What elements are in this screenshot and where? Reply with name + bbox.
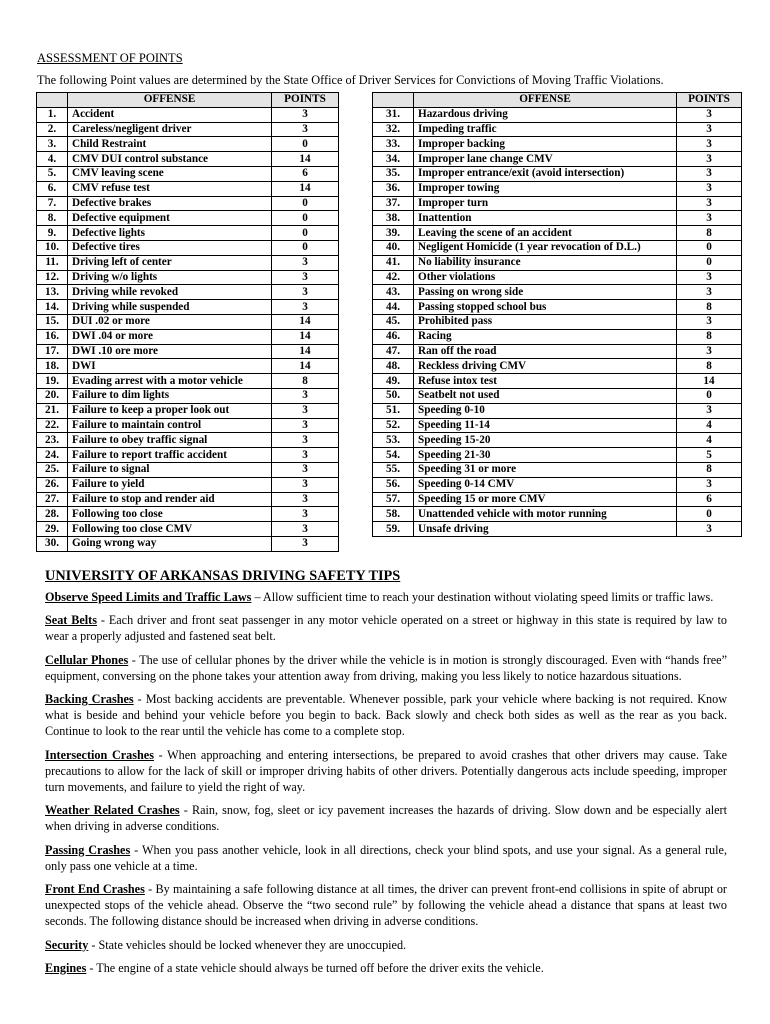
points-value: 3 xyxy=(272,536,339,551)
points-value: 3 xyxy=(677,211,742,226)
points-header: POINTS xyxy=(272,93,339,108)
row-number: 14. xyxy=(37,300,68,315)
table-row xyxy=(37,388,339,403)
table-row xyxy=(373,196,742,211)
table-row xyxy=(37,314,339,329)
row-number: 42. xyxy=(373,270,414,285)
table-row xyxy=(37,107,339,122)
table-row xyxy=(37,522,339,537)
row-number: 15. xyxy=(37,314,68,329)
table-row xyxy=(373,137,742,152)
table-row xyxy=(373,388,742,403)
row-number: 25. xyxy=(37,462,68,477)
table-row xyxy=(373,522,742,537)
tip-title: Engines xyxy=(45,960,87,975)
points-table-left xyxy=(36,92,339,552)
points-value: 8 xyxy=(677,300,742,315)
offense-name: CMV DUI control substance xyxy=(68,152,272,167)
offense-name: Improper backing xyxy=(414,137,677,152)
row-number: 39. xyxy=(373,226,414,241)
table-row xyxy=(373,240,742,255)
points-value: 8 xyxy=(677,359,742,374)
tip-text: By maintaining a safe following distance at all times, the driver can prevent front-end collisions in spite of abrupt or unexpected stops of the vehicle ahead. Observe the “two second rule” by following the vehicle ahead a distance that spans at least two seconds. The following distance should be increased when driving in adverse conditions. xyxy=(45,882,727,929)
points-value: 3 xyxy=(272,270,339,285)
row-number: 40. xyxy=(373,240,414,255)
table-row xyxy=(37,300,339,315)
offense-name: Seatbelt not used xyxy=(414,388,677,403)
table-row xyxy=(37,359,339,374)
intro-text: The following Point values are determined by the State Office of Driver Services for Convictions of Moving Traffic Violations. xyxy=(37,73,664,87)
tip-separator: - xyxy=(130,842,142,857)
tip-title: Observe Speed Limits and Traffic Laws xyxy=(45,590,252,604)
offense-name: Passing on wrong side xyxy=(414,285,677,300)
row-number: 43. xyxy=(373,285,414,300)
table-row xyxy=(37,536,339,551)
points-value: 3 xyxy=(272,418,339,433)
tip-paragraph xyxy=(45,747,727,796)
table-row xyxy=(37,122,339,137)
table-row xyxy=(37,137,339,152)
row-number: 22. xyxy=(37,418,68,433)
points-value: 3 xyxy=(272,507,339,522)
offense-name: Driving w/o lights xyxy=(68,270,272,285)
table-row xyxy=(373,166,742,181)
offense-name: Hazardous driving xyxy=(414,107,677,122)
points-value: 0 xyxy=(677,240,742,255)
offense-name: Racing xyxy=(414,329,677,344)
tip-paragraph xyxy=(45,960,727,976)
table-row xyxy=(373,433,742,448)
offense-name: DUI .02 or more xyxy=(68,314,272,329)
points-value: 3 xyxy=(677,137,742,152)
row-number: 33. xyxy=(373,137,414,152)
tip-separator: – xyxy=(251,590,263,604)
points-value: 14 xyxy=(272,152,339,167)
table-row xyxy=(373,107,742,122)
tip-text: When you pass another vehicle, look in all directions, check your blind spots, and use your signal. As a general rule, only pass one vehicle at a time. xyxy=(45,842,727,873)
tip-title: Intersection Crashes xyxy=(45,747,154,762)
table-row xyxy=(37,462,339,477)
points-value: 8 xyxy=(677,226,742,241)
points-table-right xyxy=(372,92,742,537)
row-number: 1. xyxy=(37,107,68,122)
points-value: 3 xyxy=(677,477,742,492)
table-row xyxy=(37,211,339,226)
offense-name: Speeding 21-30 xyxy=(414,448,677,463)
table-row xyxy=(373,285,742,300)
row-number: 32. xyxy=(373,122,414,137)
tip-paragraph xyxy=(45,802,727,834)
points-value: 3 xyxy=(272,285,339,300)
table-row xyxy=(37,329,339,344)
table-row xyxy=(37,285,339,300)
row-number: 30. xyxy=(37,536,68,551)
tip-paragraph xyxy=(45,881,727,930)
row-number: 2. xyxy=(37,122,68,137)
row-number: 10. xyxy=(37,240,68,255)
number-header xyxy=(37,93,68,108)
row-number: 7. xyxy=(37,196,68,211)
row-number: 13. xyxy=(37,285,68,300)
row-number: 18. xyxy=(37,359,68,374)
offense-name: CMV leaving scene xyxy=(68,166,272,181)
table-row xyxy=(37,255,339,270)
table-row xyxy=(373,507,742,522)
points-value: 0 xyxy=(272,211,339,226)
points-value: 0 xyxy=(272,240,339,255)
table-row xyxy=(373,492,742,507)
number-header xyxy=(373,93,414,108)
points-value: 0 xyxy=(677,388,742,403)
offense-name: Failure to dim lights xyxy=(68,388,272,403)
tip-text: The engine of a state vehicle should always be turned off before the driver exits the vehicle. xyxy=(96,960,544,975)
table-row xyxy=(373,152,742,167)
table-row xyxy=(37,374,339,389)
points-value: 0 xyxy=(272,196,339,211)
table-row xyxy=(373,226,742,241)
tip-separator: - xyxy=(179,803,192,818)
table-row xyxy=(373,181,742,196)
offense-name: Driving while suspended xyxy=(68,300,272,315)
table-row xyxy=(373,314,742,329)
tip-text: State vehicles should be locked whenever they are unoccupied. xyxy=(98,937,407,952)
points-value: 8 xyxy=(272,374,339,389)
offense-name: Improper entrance/exit (avoid intersection) xyxy=(414,166,677,181)
row-number: 41. xyxy=(373,255,414,270)
offense-name: Passing stopped school bus xyxy=(414,300,677,315)
offense-name: Evading arrest with a motor vehicle xyxy=(68,374,272,389)
offense-name: Defective tires xyxy=(68,240,272,255)
table-row xyxy=(37,166,339,181)
points-value: 3 xyxy=(272,255,339,270)
table-row xyxy=(373,418,742,433)
row-number: 6. xyxy=(37,181,68,196)
table-row xyxy=(373,270,742,285)
table-row xyxy=(373,255,742,270)
offense-name: Improper towing xyxy=(414,181,677,196)
row-number: 8. xyxy=(37,211,68,226)
tip-text: Each driver and front seat passenger in any motor vehicle operated on a street or highway in this state is required by law to wear a properly adjusted and fastened seat belt. xyxy=(45,613,728,644)
table-row xyxy=(37,492,339,507)
table-row xyxy=(373,122,742,137)
row-number: 23. xyxy=(37,433,68,448)
row-number: 3. xyxy=(37,137,68,152)
points-value: 4 xyxy=(677,433,742,448)
offense-name: Failure to yield xyxy=(68,477,272,492)
points-value: 3 xyxy=(272,388,339,403)
offense-name: Leaving the scene of an accident xyxy=(414,226,677,241)
offense-name: Unattended vehicle with motor running xyxy=(414,507,677,522)
offense-name: Child Restraint xyxy=(68,137,272,152)
table-row xyxy=(37,403,339,418)
tip-paragraph xyxy=(45,937,727,953)
row-number: 24. xyxy=(37,448,68,463)
table-row xyxy=(37,507,339,522)
table-row xyxy=(37,433,339,448)
tip-paragraph xyxy=(45,691,727,740)
offense-name: DWI .04 or more xyxy=(68,329,272,344)
row-number: 20. xyxy=(37,388,68,403)
offense-name: Defective lights xyxy=(68,226,272,241)
row-number: 48. xyxy=(373,359,414,374)
row-number: 4. xyxy=(37,152,68,167)
points-value: 3 xyxy=(272,300,339,315)
row-number: 44. xyxy=(373,300,414,315)
points-value: 0 xyxy=(272,226,339,241)
tip-title: Weather Related Crashes xyxy=(45,803,180,818)
row-number: 46. xyxy=(373,329,414,344)
offense-name: Speeding 11-14 xyxy=(414,418,677,433)
row-number: 16. xyxy=(37,329,68,344)
tips-heading: UNIVERSITY OF ARKANSAS DRIVING SAFETY TIPS xyxy=(45,568,401,584)
offense-name: Careless/negligent driver xyxy=(68,122,272,137)
table-row xyxy=(37,226,339,241)
row-number: 58. xyxy=(373,507,414,522)
points-value: 14 xyxy=(272,329,339,344)
offense-name: DWI .10 ore more xyxy=(68,344,272,359)
page-title: ASSESSMENT OF POINTS xyxy=(37,51,183,65)
offense-name: Improper turn xyxy=(414,196,677,211)
points-value: 3 xyxy=(272,477,339,492)
points-value: 3 xyxy=(272,492,339,507)
row-number: 17. xyxy=(37,344,68,359)
table-header-row xyxy=(373,93,742,108)
row-number: 11. xyxy=(37,255,68,270)
offense-name: Failure to obey traffic signal xyxy=(68,433,272,448)
offense-name: Following too close CMV xyxy=(68,522,272,537)
table-row xyxy=(373,359,742,374)
row-number: 26. xyxy=(37,477,68,492)
points-value: 3 xyxy=(272,448,339,463)
row-number: 21. xyxy=(37,403,68,418)
offense-name: Inattention xyxy=(414,211,677,226)
row-number: 56. xyxy=(373,477,414,492)
table-row xyxy=(37,270,339,285)
points-value: 3 xyxy=(677,270,742,285)
tips-section xyxy=(45,589,727,983)
offense-name: Impeding traffic xyxy=(414,122,677,137)
tip-paragraph xyxy=(45,589,727,605)
points-value: 3 xyxy=(272,403,339,418)
points-value: 3 xyxy=(677,122,742,137)
tip-separator: - xyxy=(88,937,99,952)
offense-name: Refuse intox test xyxy=(414,374,677,389)
points-value: 3 xyxy=(677,152,742,167)
points-value: 0 xyxy=(272,137,339,152)
row-number: 37. xyxy=(373,196,414,211)
points-value: 14 xyxy=(272,344,339,359)
row-number: 54. xyxy=(373,448,414,463)
row-number: 19. xyxy=(37,374,68,389)
table-row xyxy=(373,329,742,344)
points-value: 3 xyxy=(677,196,742,211)
row-number: 55. xyxy=(373,462,414,477)
points-value: 3 xyxy=(272,433,339,448)
points-value: 3 xyxy=(272,522,339,537)
row-number: 52. xyxy=(373,418,414,433)
table-row xyxy=(373,344,742,359)
tip-separator: - xyxy=(153,747,168,762)
tip-title: Backing Crashes xyxy=(45,692,134,707)
offense-name: Failure to maintain control xyxy=(68,418,272,433)
tip-separator: - xyxy=(133,692,146,707)
points-value: 6 xyxy=(677,492,742,507)
tip-text: Most backing accidents are preventable. Whenever possible, park your vehicle where backing is not required. Know what is beside and behind your vehicle before you begin to back. Back slowly and check both sides as well as the rear as you back. Continue to look to the rear until the vehicle has come to a complete stop. xyxy=(45,692,727,739)
offense-name: Failure to report traffic accident xyxy=(68,448,272,463)
offense-name: Reckless driving CMV xyxy=(414,359,677,374)
points-value: 3 xyxy=(272,107,339,122)
row-number: 27. xyxy=(37,492,68,507)
row-number: 38. xyxy=(373,211,414,226)
points-value: 14 xyxy=(272,359,339,374)
points-value: 3 xyxy=(677,403,742,418)
tip-title: Seat Belts xyxy=(45,613,97,628)
row-number: 31. xyxy=(373,107,414,122)
row-number: 12. xyxy=(37,270,68,285)
tip-separator: - xyxy=(86,960,97,975)
tip-title: Front End Crashes xyxy=(45,882,145,897)
table-row xyxy=(37,181,339,196)
points-value: 14 xyxy=(272,314,339,329)
offense-name: Driving left of center xyxy=(68,255,272,270)
tip-paragraph xyxy=(45,652,727,684)
offense-header: OFFENSE xyxy=(68,93,272,108)
points-value: 8 xyxy=(677,329,742,344)
points-value: 4 xyxy=(677,418,742,433)
table-row xyxy=(373,403,742,418)
points-value: 3 xyxy=(272,122,339,137)
points-value: 3 xyxy=(677,166,742,181)
points-value: 3 xyxy=(677,522,742,537)
tip-title: Cellular Phones xyxy=(45,652,129,667)
row-number: 59. xyxy=(373,522,414,537)
offense-name: Following too close xyxy=(68,507,272,522)
offense-name: Failure to signal xyxy=(68,462,272,477)
row-number: 34. xyxy=(373,152,414,167)
points-value: 6 xyxy=(272,166,339,181)
points-value: 5 xyxy=(677,448,742,463)
offense-name: Improper lane change CMV xyxy=(414,152,677,167)
offense-name: Speeding 0-14 CMV xyxy=(414,477,677,492)
offense-name: Other violations xyxy=(414,270,677,285)
table-row xyxy=(373,448,742,463)
offense-name: Failure to keep a proper look out xyxy=(68,403,272,418)
offense-name: Prohibited pass xyxy=(414,314,677,329)
offense-name: DWI xyxy=(68,359,272,374)
tip-title: Security xyxy=(45,937,89,952)
tip-separator: - xyxy=(96,613,109,628)
row-number: 57. xyxy=(373,492,414,507)
offense-header: OFFENSE xyxy=(414,93,677,108)
table-row xyxy=(373,374,742,389)
row-number: 47. xyxy=(373,344,414,359)
tip-text: The use of cellular phones by the driver while the vehicle is in motion is strongly discouraged. Even with “hands free” equipment, conversing on the phone takes your attention away from driving, making you less likely to notice hazardous situations. xyxy=(45,652,727,683)
row-number: 36. xyxy=(373,181,414,196)
points-value: 3 xyxy=(272,462,339,477)
table-row xyxy=(37,448,339,463)
offense-name: Going wrong way xyxy=(68,536,272,551)
row-number: 53. xyxy=(373,433,414,448)
row-number: 45. xyxy=(373,314,414,329)
tip-text: When approaching and entering intersections, be prepared to avoid crashes that other drivers may cause. Take precautions to allow for the lack of skill or improper driving habits of other drivers. Potentially dangerous acts include speeding, improper turn movements, and failure to yield the right of way. xyxy=(45,747,727,795)
points-value: 3 xyxy=(677,107,742,122)
points-value: 14 xyxy=(677,374,742,389)
tip-separator: - xyxy=(128,652,140,667)
offense-name: Speeding 0-10 xyxy=(414,403,677,418)
offense-name: Speeding 15-20 xyxy=(414,433,677,448)
offense-name: Negligent Homicide (1 year revocation of D.L.) xyxy=(414,240,677,255)
offense-name: CMV refuse test xyxy=(68,181,272,196)
table-row xyxy=(37,344,339,359)
offense-name: Speeding 15 or more CMV xyxy=(414,492,677,507)
offense-name: Defective equipment xyxy=(68,211,272,226)
tip-title: Passing Crashes xyxy=(45,842,131,857)
row-number: 9. xyxy=(37,226,68,241)
table-row xyxy=(37,418,339,433)
row-number: 29. xyxy=(37,522,68,537)
points-value: 3 xyxy=(677,344,742,359)
offense-name: Failure to stop and render aid xyxy=(68,492,272,507)
offense-name: Ran off the road xyxy=(414,344,677,359)
points-value: 3 xyxy=(677,314,742,329)
row-number: 5. xyxy=(37,166,68,181)
table-row xyxy=(37,477,339,492)
offense-name: Driving while revoked xyxy=(68,285,272,300)
table-row xyxy=(373,211,742,226)
points-header: POINTS xyxy=(677,93,742,108)
tip-text: Rain, snow, fog, sleet or icy pavement increases the hazards of driving. Slow down and be especially alert when driving in adverse conditions. xyxy=(45,803,728,834)
points-value: 0 xyxy=(677,255,742,270)
offense-name: Defective brakes xyxy=(68,196,272,211)
row-number: 51. xyxy=(373,403,414,418)
table-row xyxy=(373,300,742,315)
offense-name: Unsafe driving xyxy=(414,522,677,537)
table-row xyxy=(373,477,742,492)
table-row xyxy=(373,462,742,477)
table-row xyxy=(37,240,339,255)
table-row xyxy=(37,196,339,211)
row-number: 50. xyxy=(373,388,414,403)
tip-text: Allow sufficient time to reach your destination without violating speed limits or traffic laws. xyxy=(262,590,714,604)
points-value: 14 xyxy=(272,181,339,196)
tip-separator: - xyxy=(144,882,156,897)
table-row xyxy=(37,152,339,167)
points-value: 8 xyxy=(677,462,742,477)
points-value: 0 xyxy=(677,507,742,522)
tip-paragraph xyxy=(45,842,727,874)
points-value: 3 xyxy=(677,285,742,300)
row-number: 35. xyxy=(373,166,414,181)
row-number: 49. xyxy=(373,374,414,389)
row-number: 28. xyxy=(37,507,68,522)
table-header-row xyxy=(37,93,339,108)
tip-paragraph xyxy=(45,612,727,644)
points-value: 3 xyxy=(677,181,742,196)
offense-name: Speeding 31 or more xyxy=(414,462,677,477)
offense-name: No liability insurance xyxy=(414,255,677,270)
offense-name: Accident xyxy=(68,107,272,122)
